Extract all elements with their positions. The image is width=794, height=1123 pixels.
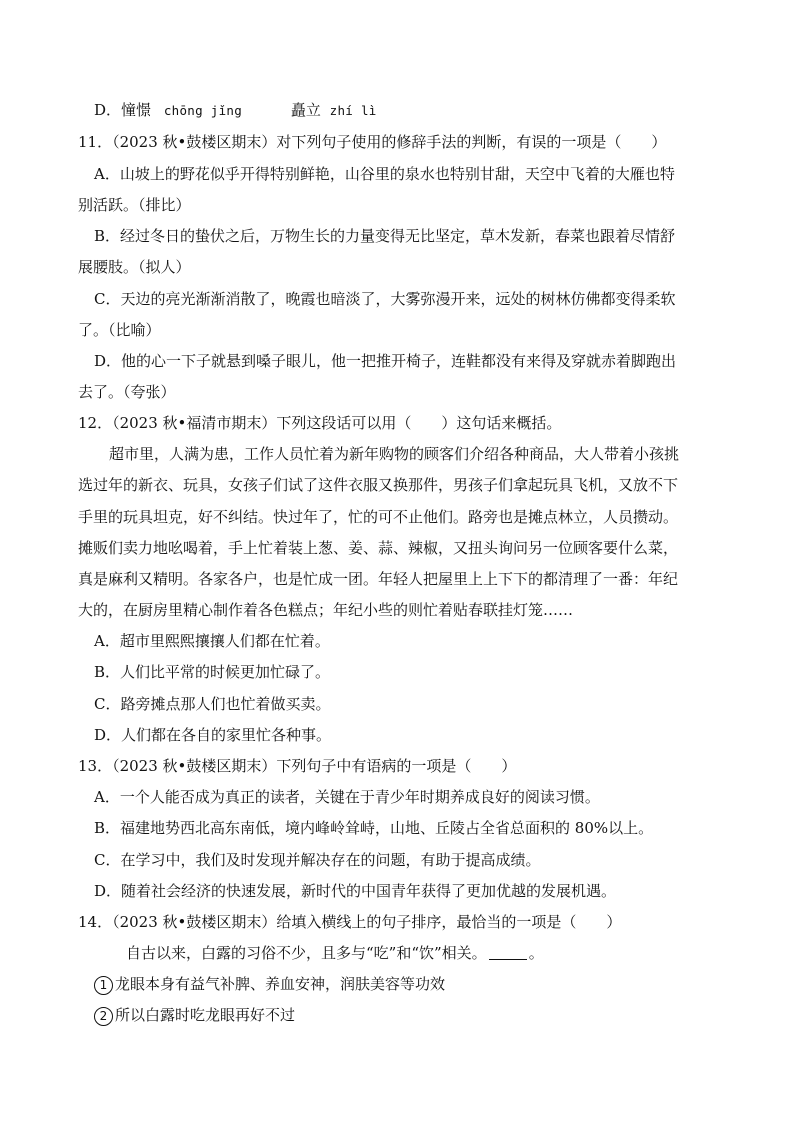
q11-option-b-line-1: B．经过冬日的蛰伏之后，万物生长的力量变得无比坚定，草木发新，春菜也跟着尽情舒 xyxy=(94,227,676,245)
q11-option-d-line-1: D．他的心一下子就悬到嗓子眼儿，他一把推开椅子，连鞋都没有来得及穿就赤着脚跑出 xyxy=(94,352,677,370)
q10-option-d xyxy=(94,99,377,122)
q12-passage-line-3: 手里的玩具坦克，好不纠结。快过年了，忙的可不止他们。路旁也是摊点林立，人员攒动。 xyxy=(78,508,679,526)
q14-item-2-text: 所以白露时吃龙眼再好不过 xyxy=(115,1006,296,1024)
q11-option-d-line-2: 去了。（夸张） xyxy=(78,383,176,401)
q13-option-c: C．在学习中，我们及时发现并解决存在的问题，有助于提高成绩。 xyxy=(94,851,541,869)
q12-passage-line-6: 大的，在厨房里精心制作着各色糕点；年纪小些的则忙着贴春联挂灯笼…… xyxy=(78,601,574,619)
q12-passage-line-4: 摊贩们卖力地吆喝着，手上忙着装上葱、姜、蒜、辣椒，又扭头询问另一位顾客要什么菜， xyxy=(78,539,679,557)
q14-item-2 xyxy=(94,1004,295,1026)
q12-passage-line-2: 选过年的新衣、玩具，女孩子们试了这件衣服又换那件，男孩子们拿起玩具飞机，又放不下 xyxy=(78,476,679,494)
q11-stem: 11．（2023 秋•鼓楼区期末）对下列句子使用的修辞手法的判断，有误的一项是（ ） xyxy=(78,133,667,151)
q14-answer-blank xyxy=(489,944,527,960)
q11-option-a-line-2: 别活跃。（排比） xyxy=(78,196,191,214)
q11-option-a-line-1: A．山坡上的野花似乎开得特别鲜艳，山谷里的泉水也特别甘甜，天空中飞着的大雁也特 xyxy=(94,165,675,183)
q12-option-c: C．路旁摊点那人们也忙着做买卖。 xyxy=(94,695,331,713)
q10-option-d-pinyin-2: zhí lì xyxy=(329,103,377,118)
circled-number-2: 2 xyxy=(94,1007,113,1026)
q12-option-d: D．人们都在各自的家里忙各种事。 xyxy=(94,726,332,744)
q10-option-d-word-2: 矗立 xyxy=(290,101,321,119)
q13-option-a: A．一个人能否成为真正的读者，关键在于青少年时期养成良好的阅读习惯。 xyxy=(94,788,600,806)
q14-stem: 14．（2023 秋•鼓楼区期末）给填入横线上的句子排序，最恰当的一项是（ ） xyxy=(78,913,622,931)
circled-number-1: 1 xyxy=(94,976,113,995)
q13-option-d: D．随着社会经济的快速发展，新时代的中国青年获得了更加优越的发展机遇。 xyxy=(94,882,617,900)
q11-option-c-line-2: 了。（比喻） xyxy=(78,321,161,339)
q10-option-d-label: D．憧憬 xyxy=(94,101,152,119)
q14-item-1 xyxy=(94,973,445,995)
q14-item-1-text: 龙眼本身有益气补脾、养血安神，润肤美容等功效 xyxy=(115,975,446,993)
q10-option-d-pinyin-1: chōng jǐng xyxy=(163,103,243,118)
q14-lead-text: 自古以来，白露的习俗不少，且多与“吃”和“饮”相关。 xyxy=(126,944,487,962)
q12-option-a: A．超市里熙熙攘攘人们都在忙着。 xyxy=(94,632,330,650)
q13-stem: 13．（2023 秋•鼓楼区期末）下列句子中有语病的一项是（ ） xyxy=(78,757,517,775)
q11-option-c-line-1: C．天边的亮光渐渐消散了，晚霞也暗淡了，大雾弥漫开来，远处的树林仿佛都变得柔软 xyxy=(94,290,676,308)
q12-option-b: B．人们比平常的时候更加忙碌了。 xyxy=(94,663,331,681)
q11-option-b-line-2: 展腰肢。（拟人） xyxy=(78,258,191,276)
q13-option-b: B．福建地势西北高东南低，境内峰岭耸峙，山地、丘陵占全省总面积的 80%以上。 xyxy=(94,819,654,837)
q14-lead-end: 。 xyxy=(528,944,544,962)
q12-passage-line-5: 真是麻利又精明。各家各户，也是忙成一团。年轻人把屋里上上下下的都清理了一番：年纪 xyxy=(78,570,679,588)
q12-stem: 12．（2023 秋•福清市期末）下列这段话可以用（ ）这句话来概括。 xyxy=(78,414,562,432)
q12-passage-line-1: 超市里，人满为患，工作人员忙着为新年购物的顾客们介绍各种商品，大人带着小孩挑 xyxy=(109,445,680,463)
q14-lead-sentence xyxy=(126,942,544,964)
